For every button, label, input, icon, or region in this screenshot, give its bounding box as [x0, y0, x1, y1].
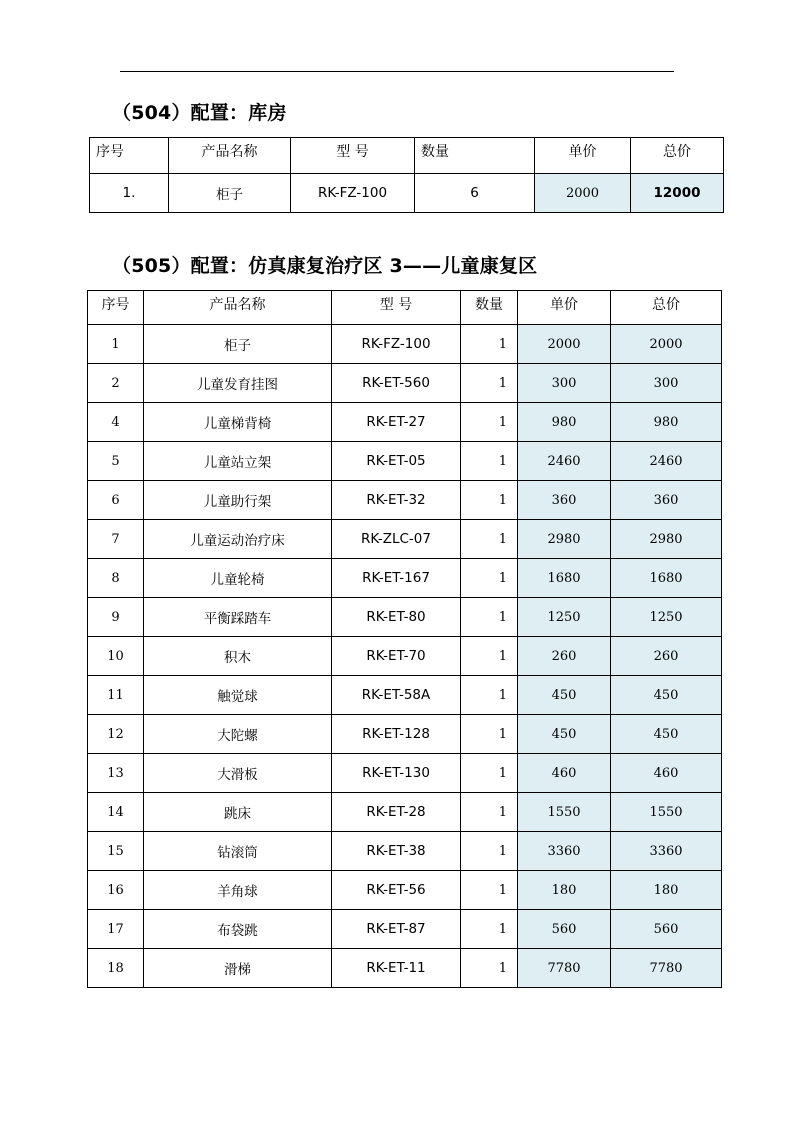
table-row — [88, 949, 722, 988]
cell-total: 7780 — [611, 949, 722, 988]
table-row — [88, 676, 722, 715]
table-row — [88, 364, 722, 403]
cell-qty: 1 — [461, 325, 518, 364]
cell-total: 450 — [611, 715, 722, 754]
cell-price: 980 — [518, 403, 611, 442]
cell-no: 2 — [88, 364, 144, 403]
cell-name: 羊角球 — [144, 871, 332, 910]
cell-qty: 1 — [461, 910, 518, 949]
cell-no: 6 — [88, 481, 144, 520]
cell-no: 8 — [88, 559, 144, 598]
cell-total: 2980 — [611, 520, 722, 559]
cell-no: 16 — [88, 871, 144, 910]
cell-price: 3360 — [518, 832, 611, 871]
cell-total: 260 — [611, 637, 722, 676]
cell-name: 触觉球 — [144, 676, 332, 715]
table-row — [88, 910, 722, 949]
cell-model: RK-ET-38 — [332, 832, 461, 871]
table-row — [88, 871, 722, 910]
cell-no: 1. — [90, 174, 169, 213]
cell-qty: 1 — [461, 637, 518, 676]
cell-qty: 1 — [461, 598, 518, 637]
cell-price: 180 — [518, 871, 611, 910]
cell-price: 2000 — [518, 325, 611, 364]
table-row — [88, 754, 722, 793]
table-row — [88, 715, 722, 754]
cell-qty: 1 — [461, 559, 518, 598]
header-qty: 数量 — [461, 291, 518, 325]
table-row — [88, 559, 722, 598]
header-no: 序号 — [90, 138, 169, 174]
cell-no: 9 — [88, 598, 144, 637]
cell-total: 3360 — [611, 832, 722, 871]
cell-total: 1250 — [611, 598, 722, 637]
header-price: 单价 — [518, 291, 611, 325]
cell-model: RK-ET-05 — [332, 442, 461, 481]
cell-name: 儿童运动治疗床 — [144, 520, 332, 559]
cell-qty: 1 — [461, 871, 518, 910]
cell-name: 大陀螺 — [144, 715, 332, 754]
cell-qty: 6 — [415, 174, 535, 213]
cell-no: 14 — [88, 793, 144, 832]
cell-no: 12 — [88, 715, 144, 754]
cell-price: 1250 — [518, 598, 611, 637]
cell-price: 560 — [518, 910, 611, 949]
table-row — [88, 520, 722, 559]
cell-name: 跳床 — [144, 793, 332, 832]
table-row — [90, 174, 724, 213]
cell-name: 儿童轮椅 — [144, 559, 332, 598]
table-504 — [89, 137, 724, 213]
cell-name: 柜子 — [169, 174, 291, 213]
table-header-row — [90, 138, 724, 174]
table-header-row — [88, 291, 722, 325]
cell-no: 7 — [88, 520, 144, 559]
cell-model: RK-ET-87 — [332, 910, 461, 949]
cell-model: RK-ET-80 — [332, 598, 461, 637]
header-price: 单价 — [535, 138, 631, 174]
cell-price: 7780 — [518, 949, 611, 988]
cell-total: 450 — [611, 676, 722, 715]
cell-model: RK-ZLC-07 — [332, 520, 461, 559]
cell-qty: 1 — [461, 793, 518, 832]
section-504-title: （504）配置：库房 — [112, 102, 287, 124]
cell-price: 260 — [518, 637, 611, 676]
cell-total: 1550 — [611, 793, 722, 832]
cell-price: 360 — [518, 481, 611, 520]
cell-total: 360 — [611, 481, 722, 520]
header-name: 产品名称 — [169, 138, 291, 174]
cell-price: 300 — [518, 364, 611, 403]
cell-model: RK-ET-58A — [332, 676, 461, 715]
header-no: 序号 — [88, 291, 144, 325]
table-row — [88, 793, 722, 832]
cell-name: 儿童站立架 — [144, 442, 332, 481]
cell-model: RK-ET-28 — [332, 793, 461, 832]
cell-qty: 1 — [461, 364, 518, 403]
cell-no: 11 — [88, 676, 144, 715]
cell-name: 钻滚筒 — [144, 832, 332, 871]
header-total: 总价 — [611, 291, 722, 325]
table-505 — [87, 290, 722, 988]
cell-qty: 1 — [461, 442, 518, 481]
cell-model: RK-ET-32 — [332, 481, 461, 520]
table-row — [88, 832, 722, 871]
cell-qty: 1 — [461, 481, 518, 520]
table-row — [88, 637, 722, 676]
table-row — [88, 442, 722, 481]
table-row — [88, 481, 722, 520]
cell-price: 460 — [518, 754, 611, 793]
cell-price: 1680 — [518, 559, 611, 598]
cell-no: 15 — [88, 832, 144, 871]
cell-model: RK-ET-70 — [332, 637, 461, 676]
cell-total: 1680 — [611, 559, 722, 598]
section-505-title: （505）配置：仿真康复治疗区 3——儿童康复区 — [112, 255, 538, 277]
cell-price: 450 — [518, 676, 611, 715]
cell-no: 1 — [88, 325, 144, 364]
cell-no: 5 — [88, 442, 144, 481]
header-model: 型 号 — [332, 291, 461, 325]
cell-qty: 1 — [461, 949, 518, 988]
table-row — [88, 598, 722, 637]
cell-total: 460 — [611, 754, 722, 793]
cell-price: 2980 — [518, 520, 611, 559]
cell-model: RK-ET-27 — [332, 403, 461, 442]
cell-name: 儿童助行架 — [144, 481, 332, 520]
cell-model: RK-ET-56 — [332, 871, 461, 910]
cell-model: RK-ET-128 — [332, 715, 461, 754]
cell-model: RK-ET-560 — [332, 364, 461, 403]
cell-total: 300 — [611, 364, 722, 403]
cell-price: 1550 — [518, 793, 611, 832]
cell-qty: 1 — [461, 754, 518, 793]
cell-name: 儿童梯背椅 — [144, 403, 332, 442]
cell-model: RK-FZ-100 — [291, 174, 415, 213]
cell-name: 平衡踩踏车 — [144, 598, 332, 637]
table-505-body — [88, 325, 722, 988]
table-row — [88, 403, 722, 442]
cell-total: 2460 — [611, 442, 722, 481]
table-row — [88, 325, 722, 364]
cell-qty: 1 — [461, 832, 518, 871]
header-total: 总价 — [631, 138, 724, 174]
cell-qty: 1 — [461, 520, 518, 559]
header-model: 型 号 — [291, 138, 415, 174]
cell-no: 13 — [88, 754, 144, 793]
header-name: 产品名称 — [144, 291, 332, 325]
cell-name: 布袋跳 — [144, 910, 332, 949]
cell-no: 4 — [88, 403, 144, 442]
cell-model: RK-ET-130 — [332, 754, 461, 793]
cell-name: 儿童发育挂图 — [144, 364, 332, 403]
cell-name: 积木 — [144, 637, 332, 676]
cell-qty: 1 — [461, 676, 518, 715]
cell-qty: 1 — [461, 715, 518, 754]
cell-total: 2000 — [611, 325, 722, 364]
cell-no: 17 — [88, 910, 144, 949]
cell-model: RK-FZ-100 — [332, 325, 461, 364]
cell-name: 大滑板 — [144, 754, 332, 793]
cell-price: 2460 — [518, 442, 611, 481]
cell-no: 10 — [88, 637, 144, 676]
cell-total: 980 — [611, 403, 722, 442]
header-qty: 数量 — [415, 138, 535, 174]
header-rule — [120, 71, 674, 72]
cell-name: 滑梯 — [144, 949, 332, 988]
cell-price: 450 — [518, 715, 611, 754]
cell-name: 柜子 — [144, 325, 332, 364]
cell-total: 560 — [611, 910, 722, 949]
cell-price: 2000 — [535, 174, 631, 213]
cell-model: RK-ET-11 — [332, 949, 461, 988]
cell-total: 12000 — [631, 174, 724, 213]
cell-total: 180 — [611, 871, 722, 910]
cell-no: 18 — [88, 949, 144, 988]
cell-qty: 1 — [461, 403, 518, 442]
cell-model: RK-ET-167 — [332, 559, 461, 598]
